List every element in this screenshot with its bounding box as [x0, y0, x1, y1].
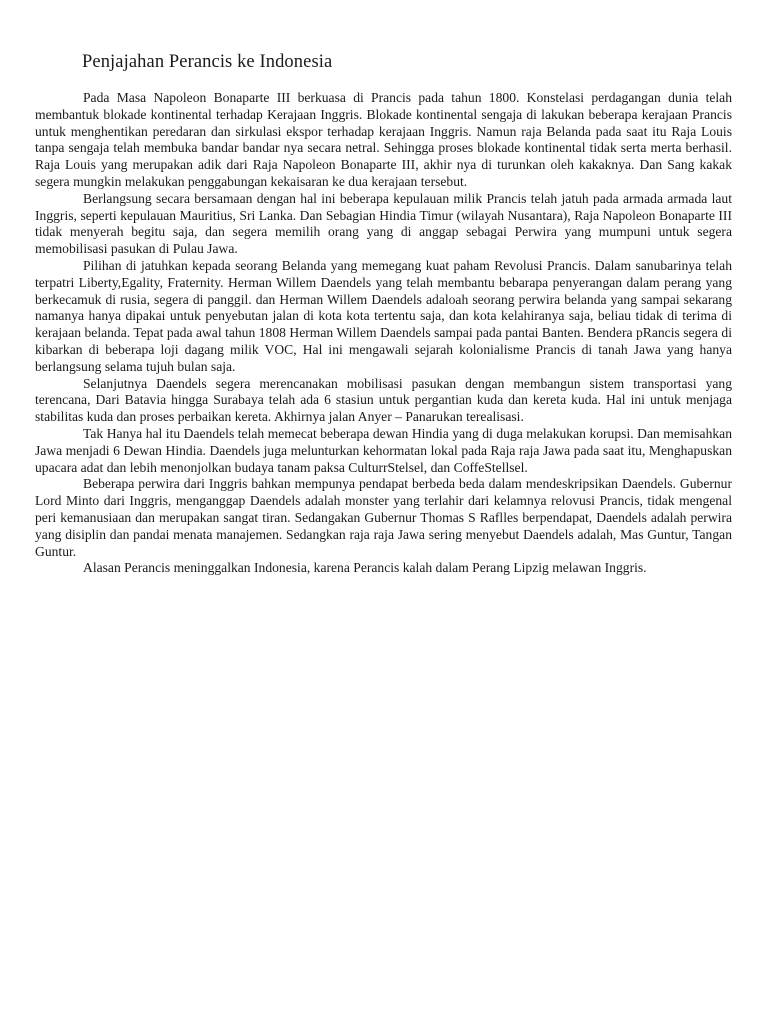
paragraph: Pada Masa Napoleon Bonaparte III berkuasa di Prancis pada tahun 1800. Konstelasi perdagangan dunia telah membantuk blokade kontinental terhadap Kerajaan Inggris. Blokade kontinental sengaja di lakukan beberapa kerajaan Prancis untuk menghentikan peredaran dan sirkulasi ekspor terhadap kerajaan Inggris. Namun raja Belanda pada saat itu Raja Louis tanpa sengaja telah membuka bandar bandar nya secara netral. Sehingga proses blokade kontinental tidak serta merta berhasil. Raja Louis yang merupakan adik dari Raja Napoleon Bonaparte III, akhir nya di turunkan oleh kakaknya. Dan Sang kakak segera mungkin melakukan penggabungan kekaisaran ke dua kerajaan tersebut.: [35, 90, 732, 189]
paragraph: Pilihan di jatuhkan kepada seorang Belanda yang memegang kuat paham Revolusi Prancis. Dalam sanubarinya telah terpatri Liberty,Egality, Fraternity. Herman Willem Daendels yang telah membantu bebarapa penyerangan dalam perang yang berkecamuk di rusia, segera di panggil. dan Herman Willem Daendels adaloah seorang perwira belanda yang sampai sekarang namanya hanya dipakai untuk penyebutan jalan di kota kota tertentu saja, dan kota kelahiranya saja, beliau tidak di terima di kerajaan belanda. Tepat pada awal tahun 1808 Herman Willem Daendels sampai pada pantai Banten. Bendera pRancis segera di kibarkan di beberapa loji dagang milik VOC, Hal ini mengawali sejarah kolonialisme Prancis di tanah Jawa yang hanya berlangsung selama tujuh bulan saja.: [35, 257, 732, 374]
paragraph: Alasan Perancis meninggalkan Indonesia, karena Perancis kalah dalam Perang Lipzig melawan Inggris.: [83, 560, 647, 576]
paragraph: Selanjutnya Daendels segera merencanakan mobilisasi pasukan dengan membangun sistem transportasi yang terencana, Dari Batavia hingga Surabaya telah ada 6 stasiun untuk pergantian kuda dan kereta kuda. Hal ini untuk menjaga stabilitas kuda dan proses perbaikan kereta. Akhirnya jalan Anyer – Panarukan terealisasi.: [35, 375, 732, 425]
document-body: [35, 90, 732, 577]
paragraph: Beberapa perwira dari Inggris bahkan mempunya pendapat berbeda beda dalam mendeskripsikan Daendels. Gubernur Lord Minto dari Inggris, menganggap Daendels adalah monster yang terlahir dari kelamnya relovusi Prancis, tidak mengenal peri kemanusiaan dan merupakan sangat tiran. Sedangakan Gubernur Thomas S Raflles berpendapat, Daendels adalah perwira yang disiplin dan pandai menata manajemen. Sedangkan raja raja Jawa sering menyebut Daendels adalah, Mas Guntur, Tangan Guntur.: [35, 476, 732, 559]
paragraph: Berlangsung secara bersamaan dengan hal ini beberapa kepulauan milik Prancis telah jatuh pada armada armada laut Inggris, seperti kepulauan Mauritius, Sri Lanka. Dan Sebagian Hindia Timur (wilayah Nusantara), Raja Napoleon Bonaparte III tidak menyerah begitu saja, dan segera memilih orang yang di anggap sebagai Perwira yang mumpuni untuk segera memobilisasi pasukan di Pulau Jawa.: [35, 190, 732, 257]
paragraph: Tak Hanya hal itu Daendels telah memecat beberapa dewan Hindia yang di duga melakukan korupsi. Dan memisahkan Jawa menjadi 6 Dewan Hindia. Daendels juga melunturkan kehormatan lokal pada Raja raja Jawa pada saat itu, Menghapuskan upacara adat dan lebih menonjolkan budaya tanam paksa CulturrStelsel, dan CoffeStellsel.: [35, 425, 732, 475]
document-title: Penjajahan Perancis ke Indonesia: [82, 52, 333, 72]
